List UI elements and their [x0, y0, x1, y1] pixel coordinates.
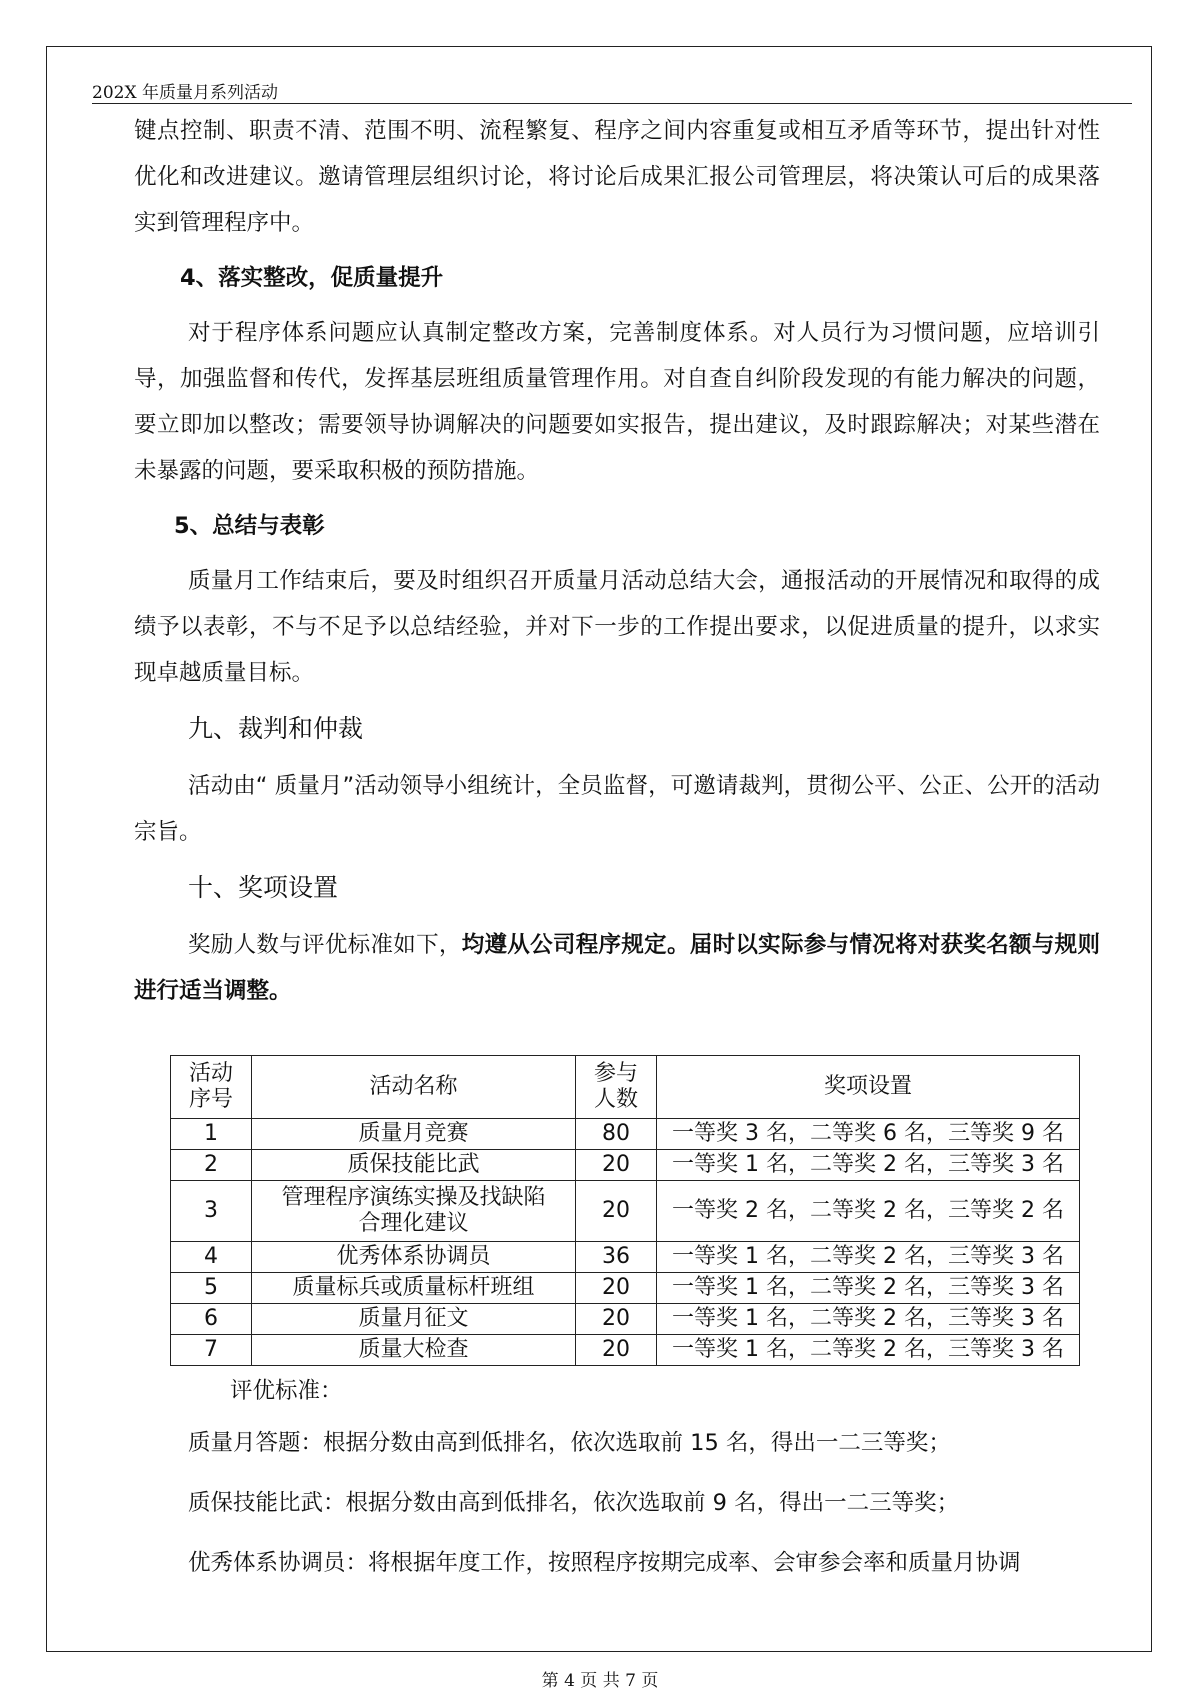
table-row	[171, 1181, 1080, 1242]
cell-count: 20	[576, 1304, 657, 1335]
cell-activity: 质量标兵或质量标杆班组	[252, 1273, 576, 1304]
subheading-4-text: 4、落实整改，促质量提升	[180, 265, 444, 291]
header-activity-name: 活动名称	[252, 1056, 576, 1119]
criteria-coordinator: 优秀体系协调员：将根据年度工作，按照程序按期完成率、会审参会率和质量月协调	[188, 1550, 1021, 1576]
awards-table	[170, 1055, 1080, 1366]
cell-activity: 质量大检查	[252, 1335, 576, 1366]
criteria-list	[134, 1420, 1100, 1600]
page-header: 202X 年质量月系列活动	[92, 83, 278, 103]
cell-count: 36	[576, 1242, 657, 1273]
cell-awards: 一等奖 1 名，二等奖 2 名，三等奖 3 名	[657, 1242, 1080, 1273]
cell-activity-text: 管理程序演练实操及找缺陷合理化建议	[281, 1185, 546, 1236]
cell-activity: 优秀体系协调员	[252, 1242, 576, 1273]
criteria-quiz: 质量月答题：根据分数由高到低排名，依次选取前 15 名，得出一二三等奖；	[188, 1430, 951, 1456]
header-activity-number-text: 活动序号	[188, 1061, 233, 1112]
paragraph-summary: 质量月工作结束后，要及时组织召开质量月活动总结大会，通报活动的开展情况和取得的成绩予以表彰，不与不足予以总结经验，并对下一步的工作提出要求，以促进质量的提升，以求实现卓越质量目标。	[134, 568, 1100, 686]
cell-count: 20	[576, 1181, 657, 1242]
cell-awards: 一等奖 1 名，二等奖 2 名，三等奖 3 名	[657, 1304, 1080, 1335]
cell-number: 1	[171, 1119, 252, 1150]
table-row	[171, 1273, 1080, 1304]
subheading-5	[174, 503, 1100, 549]
cell-awards: 一等奖 1 名，二等奖 2 名，三等奖 3 名	[657, 1273, 1080, 1304]
header-activity-number	[171, 1056, 252, 1119]
document-body	[134, 108, 1100, 1023]
cell-number: 5	[171, 1273, 252, 1304]
cell-count: 80	[576, 1119, 657, 1150]
cell-activity: 质量月竞赛	[252, 1119, 576, 1150]
subheading-5-text: 5、总结与表彰	[174, 513, 325, 539]
cell-count: 20	[576, 1273, 657, 1304]
cell-count: 20	[576, 1150, 657, 1181]
table-row	[171, 1304, 1080, 1335]
paragraph-rectification: 对于程序体系问题应认真制定整改方案，完善制度体系。对人员行为习惯问题，应培训引导，加强监督和传代，发挥基层班组质量管理作用。对自查自纠阶段发现的有能力解决的问题，要立即加以整改；需要领导协调解决的问题要如实报告，提出建议，及时跟踪解决；对某些潜在未暴露的问题，要采取积极的预防措施。	[134, 320, 1100, 484]
header-award-setting: 奖项设置	[657, 1056, 1080, 1119]
paragraph-awards-intro	[134, 922, 1100, 1014]
cell-activity	[252, 1181, 576, 1242]
subheading-4	[180, 255, 1100, 301]
cell-number: 2	[171, 1150, 252, 1181]
section-9-heading: 九、裁判和仲裁	[188, 714, 364, 743]
cell-awards: 一等奖 2 名，二等奖 2 名，三等奖 2 名	[657, 1181, 1080, 1242]
cell-count: 20	[576, 1335, 657, 1366]
paragraph-arbitration: 活动由“ 质量月”活动领导小组统计，全员监督，可邀请裁判，贯彻公平、公正、公开的活动宗旨。	[134, 773, 1100, 845]
criteria-skills: 质保技能比武：根据分数由高到低排名，依次选取前 9 名，得出一二三等奖；	[188, 1490, 960, 1516]
cell-activity: 质量月征文	[252, 1304, 576, 1335]
table-row	[171, 1335, 1080, 1366]
cell-awards: 一等奖 1 名，二等奖 2 名，三等奖 3 名	[657, 1335, 1080, 1366]
cell-number: 7	[171, 1335, 252, 1366]
cell-number: 4	[171, 1242, 252, 1273]
awards-intro-normal: 奖励人数与评优标准如下，	[188, 932, 462, 958]
table-row	[171, 1119, 1080, 1150]
awards-intro-bold: 均遵从公司程序规定。届时以实际参与情况将对获奖名额与规则进行适当调整。	[134, 932, 1100, 1004]
cell-awards: 一等奖 1 名，二等奖 2 名，三等奖 3 名	[657, 1150, 1080, 1181]
section-10-heading: 十、奖项设置	[188, 873, 339, 902]
table-header-row	[171, 1056, 1080, 1119]
cell-number: 3	[171, 1181, 252, 1242]
paragraph-continued: 键点控制、职责不清、范围不明、流程繁复、程序之间内容重复或相互矛盾等环节，提出针对性优化和改进建议。邀请管理层组织讨论，将讨论后成果汇报公司管理层，将决策认可后的成果落实到管理程序中。	[134, 118, 1100, 236]
cell-awards: 一等奖 3 名，二等奖 6 名，三等奖 9 名	[657, 1119, 1080, 1150]
header-participants-text: 参与人数	[593, 1061, 638, 1112]
header-divider	[92, 103, 1132, 104]
criteria-title: 评优标准：	[230, 1378, 343, 1404]
header-participants	[576, 1056, 657, 1119]
cell-activity: 质保技能比武	[252, 1150, 576, 1181]
cell-number: 6	[171, 1304, 252, 1335]
page-number: 第 4 页 共 7 页	[541, 1671, 659, 1691]
table-row	[171, 1242, 1080, 1273]
table-row	[171, 1150, 1080, 1181]
